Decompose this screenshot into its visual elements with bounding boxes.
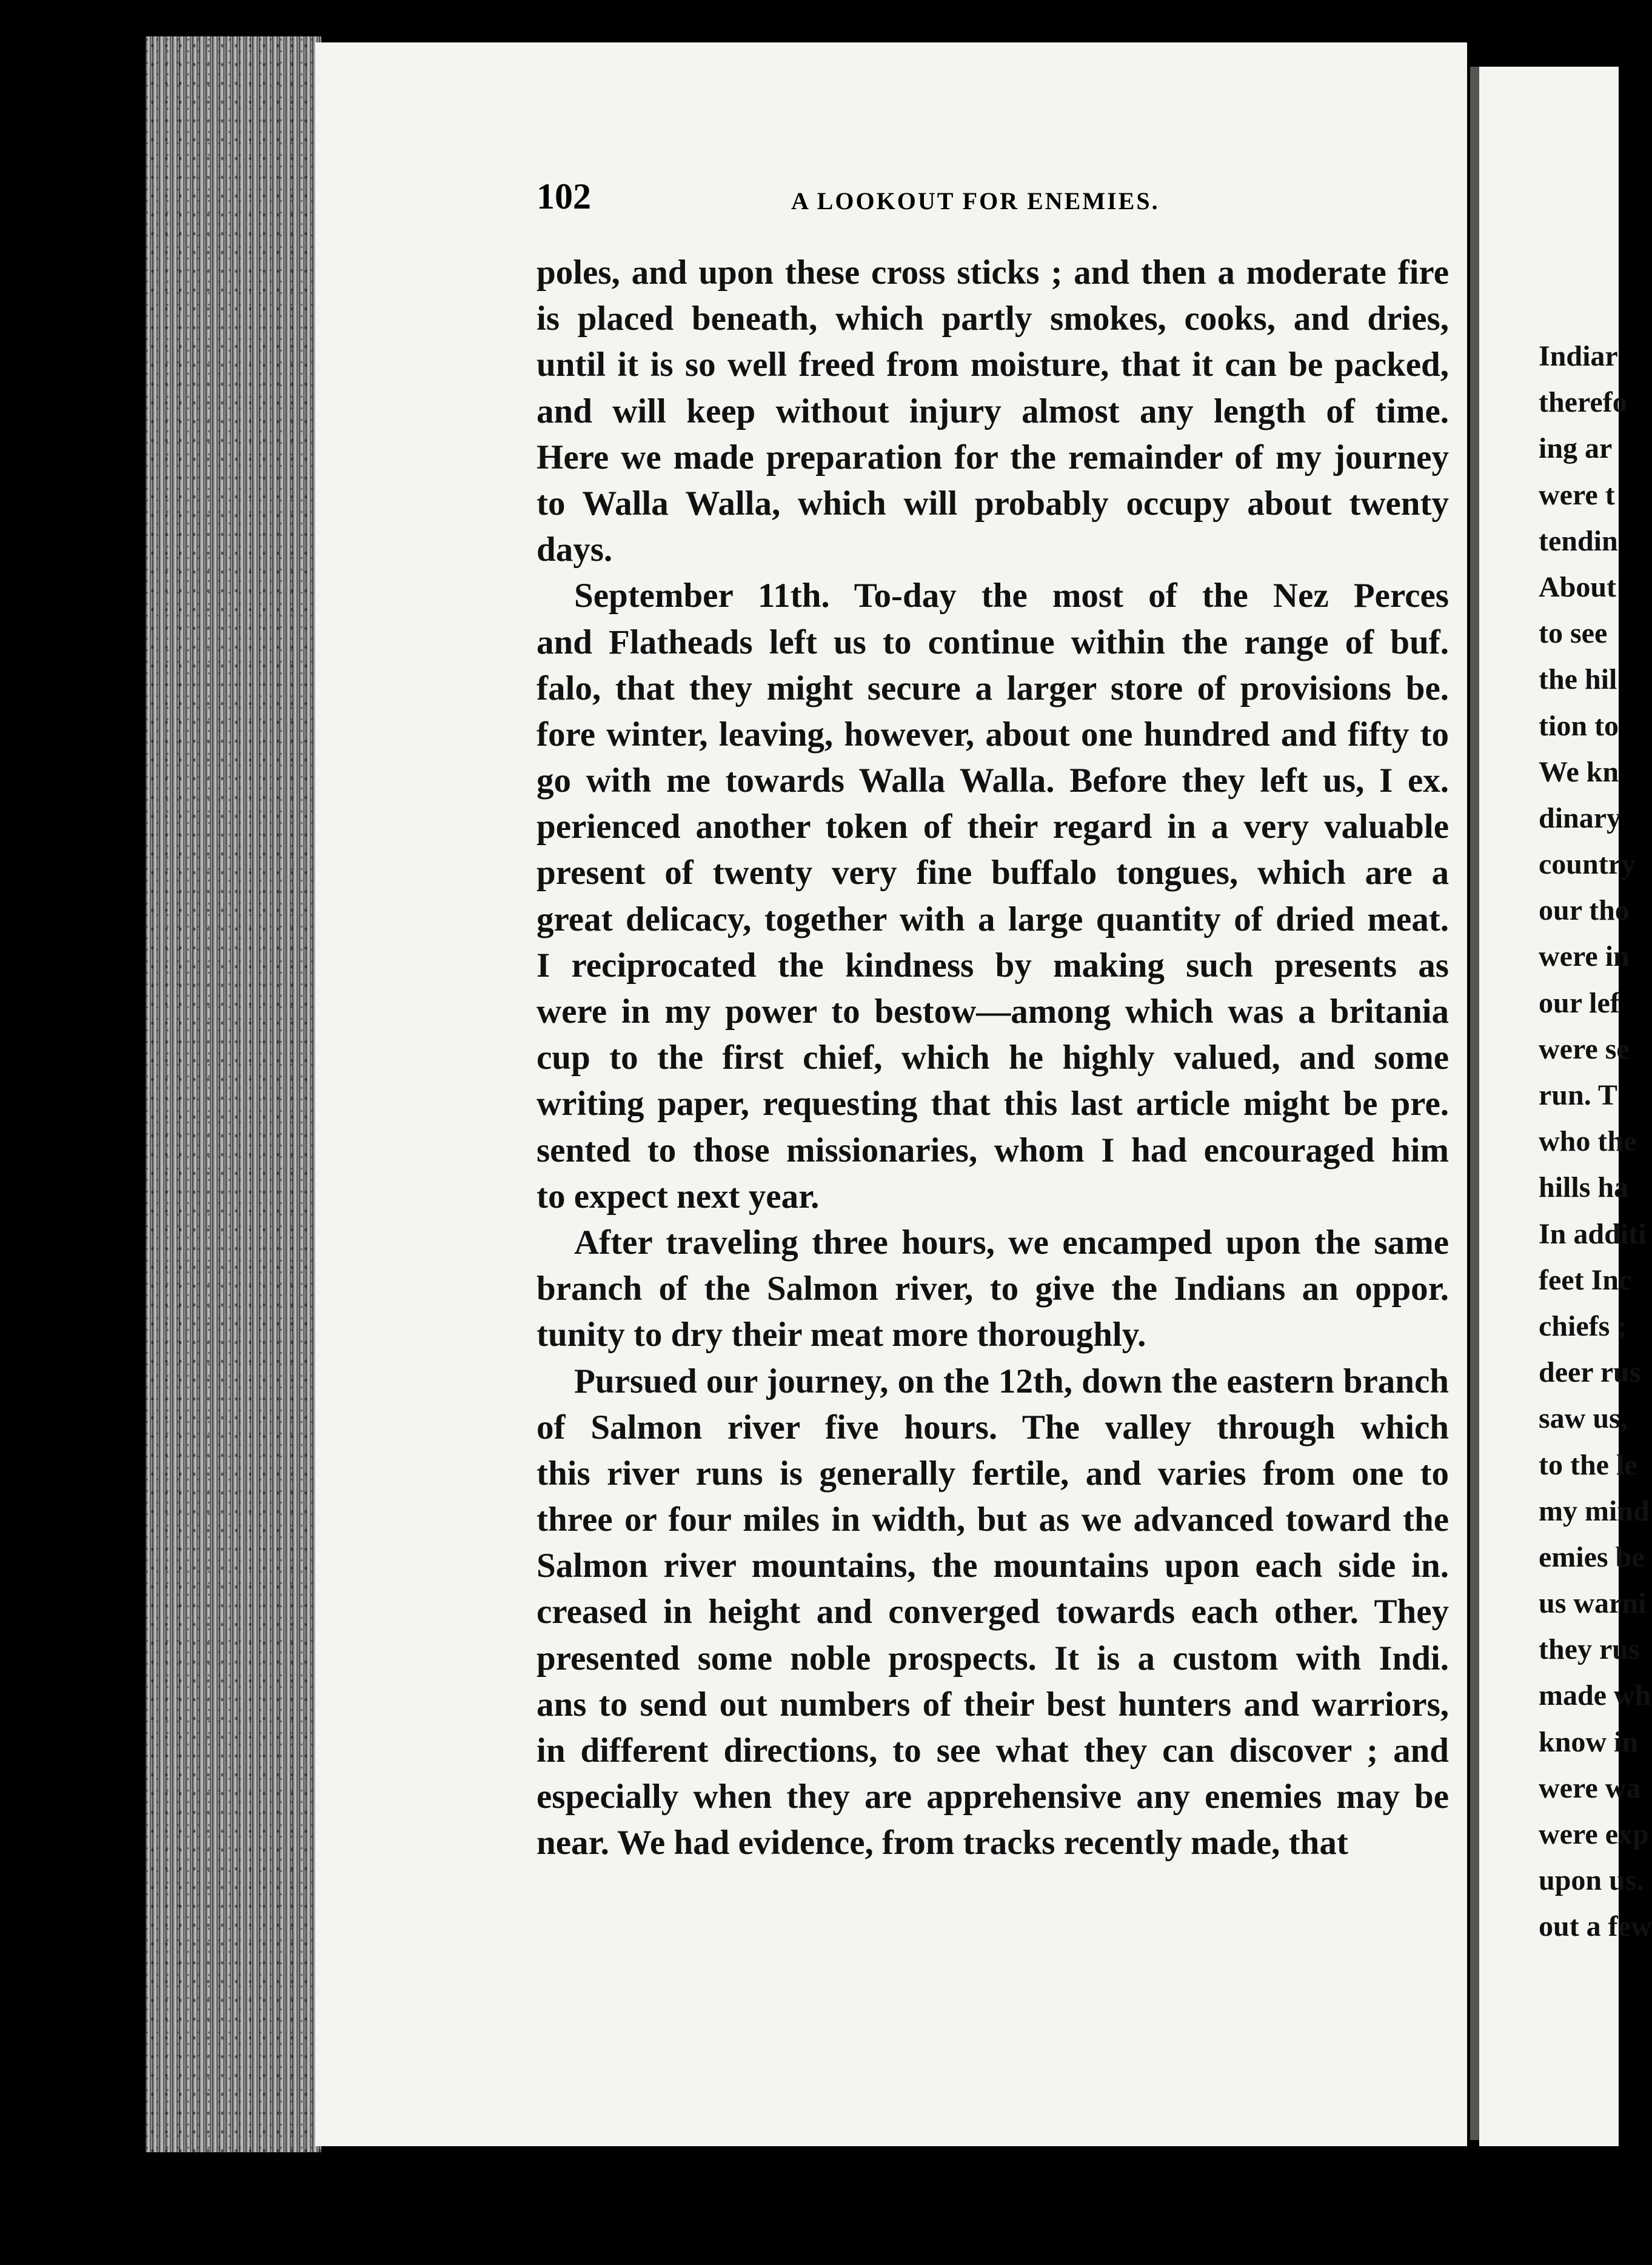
text-line: ans to send out numbers of their best hunters and warriors, [537, 1685, 1449, 1724]
text-line: to expect next year. [537, 1177, 820, 1216]
facing-text-line: were exp [1539, 1818, 1649, 1850]
text-line: tunity to dry their meat more thoroughly. [537, 1316, 1146, 1354]
text-line: I reciprocated the kindness by making such presents as [537, 946, 1449, 985]
text-line: poles, and upon these cross sticks ; and then a moderate fire [537, 253, 1449, 292]
facing-text-line: out a few [1539, 1910, 1652, 1943]
facing-page [1479, 67, 1652, 2146]
text-line: cup to the first chief, which he highly valued, and some [537, 1039, 1449, 1077]
text-line: to Walla Walla, which will probably occupy about twenty [537, 484, 1449, 523]
facing-text-line: our lef [1539, 986, 1620, 1019]
text-line: falo, that they might secure a larger store of provisions be. [537, 669, 1449, 708]
facing-text-line: made wh [1539, 1679, 1651, 1712]
facing-text-line: In additi [1539, 1217, 1647, 1250]
text-line: present of twenty very fine buffalo tongues, which are a [537, 854, 1449, 892]
facing-text-line: Indiar [1539, 340, 1618, 372]
text-line: sented to those missionaries, whom I had encouraged him [537, 1131, 1449, 1169]
facing-text-line: who the [1539, 1125, 1637, 1158]
facing-page-text [1479, 333, 1652, 1950]
facing-text-line: feet Inc [1539, 1263, 1632, 1296]
text-line: perienced another token of their regard in a very valuable [537, 808, 1449, 846]
facing-text-line: emies be [1539, 1541, 1645, 1573]
facing-text-line: were in [1539, 940, 1630, 973]
text-line: September 11th. To-day the most of the Nez Perces [574, 577, 1449, 615]
facing-text-line: saw us, [1539, 1402, 1628, 1435]
facing-text-line: to the le [1539, 1448, 1637, 1481]
page-header [537, 176, 1446, 243]
text-line: is placed beneath, which partly smokes, cooks, and dries, [537, 299, 1449, 338]
facing-text-line: our tho [1539, 894, 1630, 927]
text-line: this river runs is generally fertile, and varies from one to [537, 1454, 1449, 1493]
text-line: fore winter, leaving, however, about one hundred and fifty to [537, 715, 1449, 754]
facing-text-line: they rus [1539, 1633, 1640, 1666]
text-line: of Salmon river five hours. The valley through which [537, 1408, 1449, 1447]
text-line: until it is so well freed from moisture, that it can be packed, [537, 346, 1449, 384]
text-line: and will keep without injury almost any length of time. [537, 392, 1449, 430]
facing-text-line: were t [1539, 478, 1615, 511]
text-line: near. We had evidence, from tracks recently made, that [537, 1824, 1348, 1862]
facing-text-line: upon us. [1539, 1864, 1644, 1897]
text-line: After traveling three hours, we encamped upon the same [574, 1223, 1449, 1262]
text-line: were in my power to bestow—among which was a britania [537, 992, 1449, 1031]
facing-text-line: hills ha [1539, 1171, 1629, 1204]
page-number: 102 [537, 176, 591, 216]
running-title: A LOOKOUT FOR ENEMIES. [791, 187, 1160, 215]
body-text [537, 250, 1449, 1867]
text-line: days. [537, 530, 613, 569]
facing-text-line: About [1539, 570, 1617, 603]
text-line: Here we made preparation for the remainder of my journey [537, 438, 1449, 477]
text-line: and Flatheads left us to continue within the range of buf. [537, 623, 1449, 661]
facing-text-line: ing ar [1539, 432, 1613, 465]
facing-text-line: dinary [1539, 801, 1622, 834]
facing-text-line: country [1539, 848, 1636, 881]
facing-text-line: therefo [1539, 386, 1627, 419]
facing-text-line: us warni [1539, 1587, 1647, 1620]
facing-text-line: my mind [1539, 1494, 1650, 1527]
facing-text-line: deer rus [1539, 1356, 1641, 1389]
text-line: Pursued our journey, on the 12th, down the eastern branch [574, 1362, 1449, 1400]
facing-text-line: were se [1539, 1032, 1630, 1065]
text-line: go with me towards Walla Walla. Before they left us, I ex. [537, 761, 1449, 800]
text-line: presented some noble prospects. It is a custom with Indi. [537, 1639, 1449, 1678]
facing-text-line: to see [1539, 617, 1608, 650]
facing-text-line: the hil [1539, 663, 1617, 696]
facing-text-line: We kn [1539, 755, 1619, 788]
text-line: branch of the Salmon river, to give the Indians an oppor. [537, 1270, 1449, 1308]
text-line: Salmon river mountains, the mountains upon each side in. [537, 1547, 1449, 1585]
page-edge-speckles [145, 36, 321, 2152]
text-line: creased in height and converged towards each other. They [537, 1593, 1449, 1631]
text-line: writing paper, requesting that this last article might be pre. [537, 1085, 1449, 1123]
text-line: in different directions, to see what they can discover ; and [537, 1731, 1449, 1770]
facing-text-line: run. T [1539, 1079, 1617, 1111]
facing-text-line: chiefs ; [1539, 1310, 1627, 1342]
facing-text-line: tendin [1539, 524, 1618, 557]
text-line: especially when they are apprehensive any enemies may be [537, 1778, 1449, 1816]
text-line: three or four miles in width, but as we advanced toward the [537, 1501, 1449, 1539]
facing-text-line: tion to [1539, 709, 1619, 742]
text-line: great delicacy, together with a large quantity of dried meat. [537, 900, 1449, 938]
facing-text-line: know in [1539, 1725, 1639, 1758]
facing-text-line: were wa [1539, 1772, 1641, 1804]
